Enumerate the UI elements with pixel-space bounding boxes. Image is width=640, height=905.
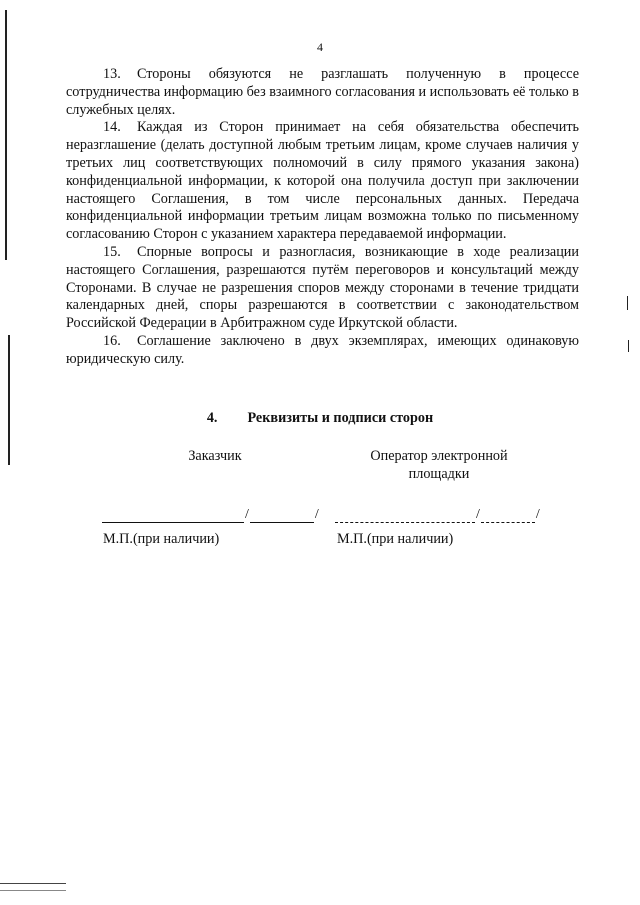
section-number: 4. [206,410,218,426]
customer-signature-line[interactable] [102,507,320,523]
footer-rule [0,890,66,891]
clause-number: 15. [103,243,121,260]
signature-separator: / [314,507,319,522]
customer-stamp-note: М.П.(при наличии) [103,531,220,547]
clause-number: 14. [103,119,121,136]
operator-label [348,447,530,483]
clause-13 [66,66,579,119]
scan-margin-mark [5,10,7,260]
operator-signature-blank[interactable] [335,508,475,523]
page-number: 4 [317,40,323,54]
signature-separator: / [535,507,540,522]
operator-stamp-note: М.П.(при наличии) [337,531,454,547]
customer-label: Заказчик [188,448,242,464]
clause-number: 13. [103,66,121,82]
operator-name-blank[interactable] [481,508,535,523]
operator-label-line1: Оператор электронной [370,448,508,464]
customer-name-blank[interactable] [250,508,314,523]
footer-rule [0,883,66,884]
clause-15 [66,244,579,333]
clause-text: Каждая из Сторон принимает на себя обязательства обеспечить неразглашение (делать доступной любым третьим лицам, кроме случаев наличия у третьих лиц соответствующих полномочий в силу прямого указания закона) конфиденциальной информации, к которой она получила доступ при заключении настоящего Соглашения, в том числе персональных данных. Передача конфиденциальной информации третьим лицам возможна только по письменному согласованию Сторон с указанием характера передаваемой информации. [66,119,579,243]
clause-number: 16. [103,332,121,349]
signature-separator: / [245,507,249,522]
clause-text: Спорные вопросы и разногласия, возникающие в ходе реализации настоящего Соглашения, разрешаются путём переговоров и консультаций между Сторонами. В случае не разрешения споров между сторонами в течение тридцати календарных дней, споры разрешаются в соответствии с законодательством Российской Федерации в Арбитражном суде Иркутской области. [66,243,579,332]
section-title: Реквизиты и подписи сторон [247,410,434,426]
signature-separator: / [476,507,480,522]
section-heading [0,410,640,427]
clause-text: Стороны обязуются не разглашать полученную в процессе сотрудничества информацию без взаимного согласования и использовать её только в служебных целях. [66,66,579,118]
clause-16 [66,333,579,369]
customer-signature-blank[interactable] [102,508,244,523]
agreement-clauses [66,66,579,369]
scan-margin-mark [628,340,629,352]
scan-margin-mark [627,296,628,310]
operator-label-line2: площадки [408,466,470,482]
scan-margin-mark [8,335,10,465]
clause-text: Соглашение заключено в двух экземплярах, имеющих одинаковую юридическую силу. [66,332,579,367]
operator-signature-line[interactable] [335,507,541,523]
clause-14 [66,119,579,244]
